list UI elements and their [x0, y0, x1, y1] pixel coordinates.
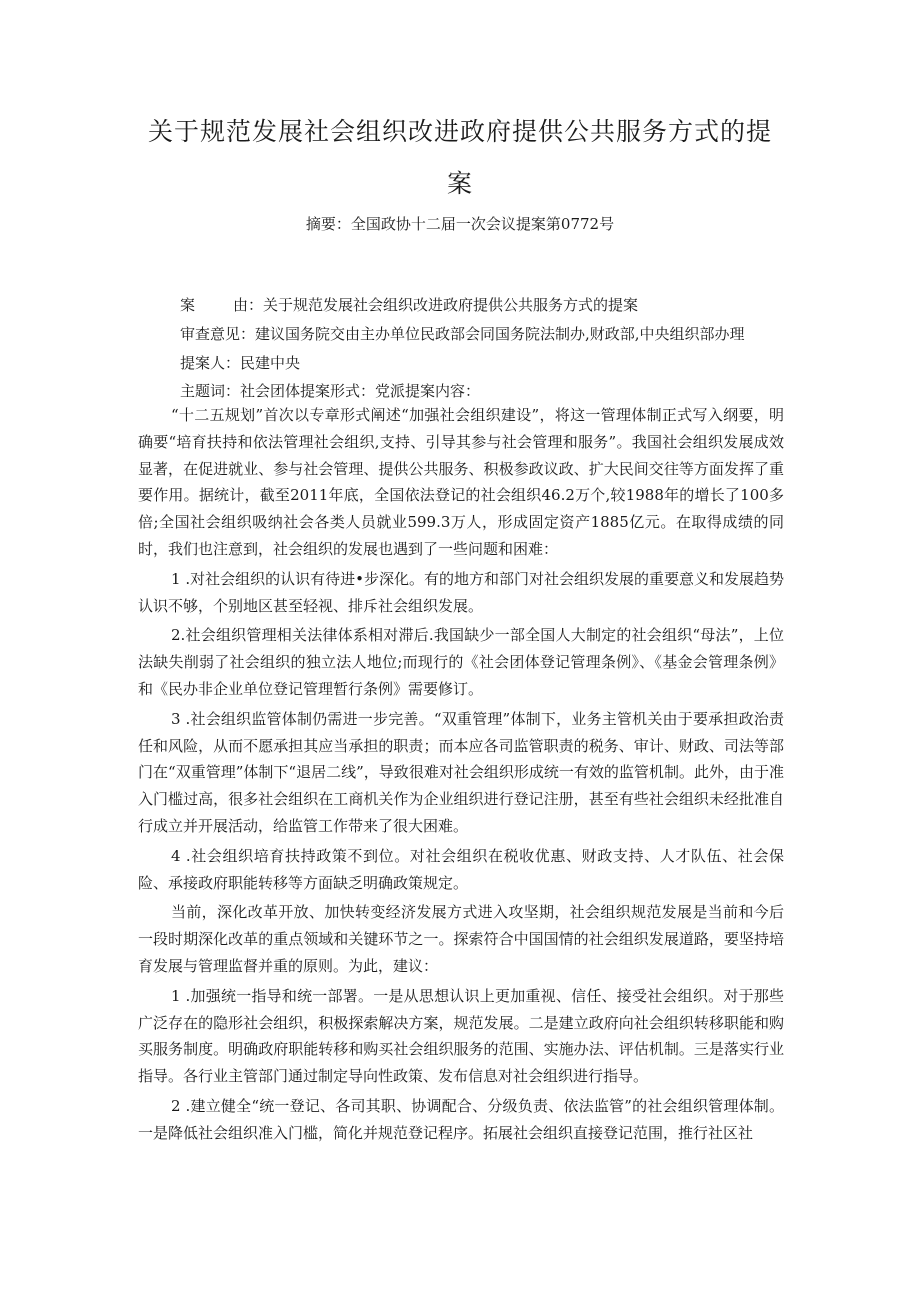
paragraph-problem-4: 4 .社会组织培育扶持政策不到位。对社会组织在税收优惠、财政支持、人才队伍、社会保险、承接政府职能转移等方面缺乏明确政策规定。 [138, 846, 784, 892]
paragraph-problem-2: 2.社会组织管理相关法律体系相对滞后.我国缺少一部全国人大制定的社会组织“母法”，上位法缺失削弱了社会组织的独立法人地位;而现行的《社会团体登记管理条例》、《基金会管理条例》和《民办非企业单位登记管理暂行条例》需要修订。 [138, 626, 784, 698]
reason-value: 关于规范发展社会组织改进政府提供公共服务方式的提案 [263, 296, 639, 314]
review-opinion-line: 审查意见：建议国务院交由主办单位民政部会同国务院法制办,财政部,中央组织部办理 [180, 325, 745, 343]
reason-label-b: 由： [233, 296, 264, 314]
paragraph-problem-3: 3 .社会组织监管体制仍需进一步完善。“双重管理”体制下，业务主管机关由于要承担政治责任和风险，从而不愿承担其应当承担的职责；而本应各司监管职责的税务、审计、财政、司法等部门在“双重管理”体制下“退居二线”，导致很难对社会组织形成统一有效的监管机制。此外，由于准入门槛过高，很多社会组织在工商机关作为企业组织进行登记注册，甚至有些社会组织未经批准自行成立并开展活动，给监管工作带来了很大困难。 [138, 709, 784, 835]
paragraph-current: 当前，深化改革开放、加快转变经济发展方式进入攻坚期，社会组织规范发展是当前和今后一段时期深化改革的重点领域和关键环节之一。探索符合中国国情的社会组织发展道路，要坚持培育发展与管理监督并重的原则。为此，建议： [138, 903, 784, 975]
document-title-line-1: 关于规范发展社会组织改进政府提供公共服务方式的提 [147, 117, 772, 146]
paragraph-problem-1: 1 .对社会组织的认识有待进•步深化。有的地方和部门对社会组织发展的重要意义和发展趋势认识不够，个别地区甚至轻视、排斥社会组织发展。 [138, 569, 784, 615]
document-body [138, 402, 784, 1150]
subject-line: 主题词：社会团体提案形式：党派提案内容： [180, 382, 481, 400]
paragraph-suggestion-1: 1 .加强统一指导和统一部署。一是从思想认识上更加重视、信任、接受社会组织。对于那些广泛存在的隐形社会组织，积极探索解决方案，规范发展。二是建立政府向社会组织转移职能和购买服务制度。明确政府职能转移和购买社会组织服务的范围、实施办法、评估机制。三是落实行业指导。各行业主管部门通过制定导向性政策、发布信息对社会组织进行指导。 [138, 986, 784, 1086]
paragraph-suggestion-2: 2 .建立健全“统一登记、各司其职、协调配合、分级负责、依法监管”的社会组织管理体制。一是降低社会组织准入门槛，简化并规范登记程序。拓展社会组织直接登记范围，推行社区社 [138, 1096, 784, 1142]
proposer-line: 提案人：民建中央 [180, 354, 301, 372]
paragraph-intro: “十二五规划”首次以专章形式阐述“加强社会组织建设”，将这一管理体制正式写入纲要，明确要“培育扶持和依法管理社会组织,支持、引导其参与社会管理和服务”。我国社会组织发展成效显著，在促进就业、参与社会管理、提供公共服务、积极参政议政、扩大民间交往等方面发挥了重要作用。据统计，截至2011年底，全国依法登记的社会组织46.2万个,较1988年的增长了100多倍;全国社会组织吸纳社会各类人员就业599.3万人，形成固定资产1885亿元。在取得成绩的同时，我们也注意到，社会组织的发展也遇到了一些问题和困难： [138, 406, 784, 558]
reason-label-a: 案 [180, 296, 196, 314]
abstract-line: 摘要：全国政协十二届一次会议提案第0772号 [305, 215, 615, 233]
document-title-line-2: 案 [446, 169, 473, 198]
reason-line [180, 294, 638, 315]
